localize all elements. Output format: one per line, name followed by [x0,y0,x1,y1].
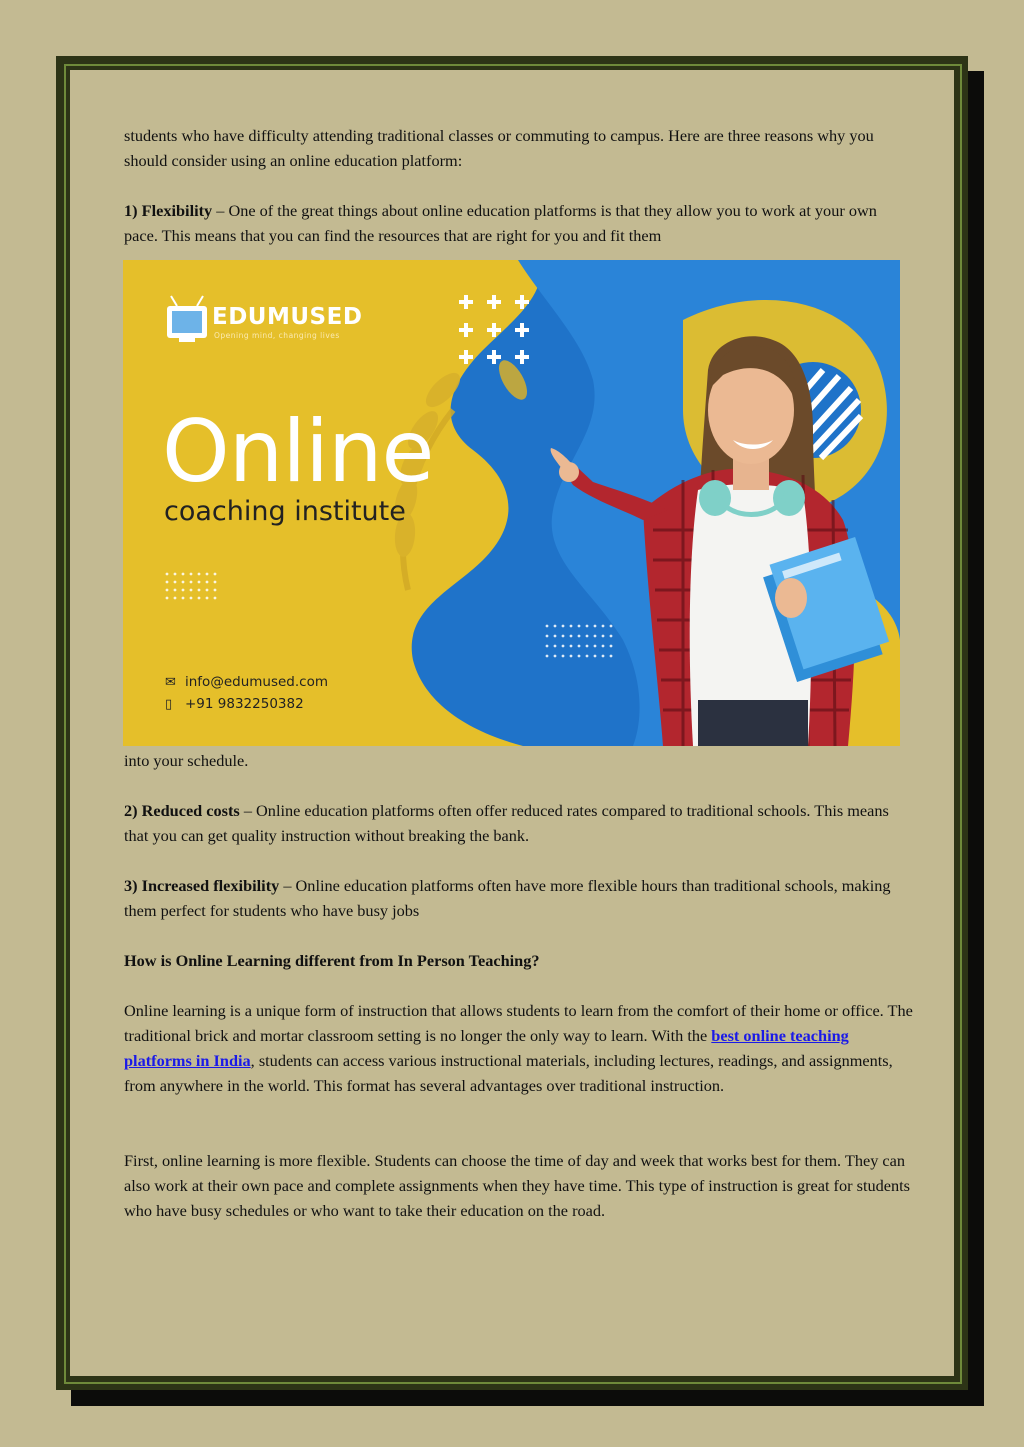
brand-tagline: Opening mind, changing lives [214,331,340,340]
paragraph-reduced-costs: 2) Reduced costs – Online education platforms often offer reduced rates compared to traditional schools. This means that you can get quality instruction without breaking the bank. [124,801,889,845]
paragraph-flexibility-continued: into your schedule. [124,751,249,770]
mail-icon: ✉ [165,675,176,690]
increased-flexibility-label: 3) Increased flexibility [124,876,280,895]
paragraph-online-learning: Online learning is a unique form of instruction that allows students to learn from the comfort of their home or office. The traditional brick and mortar classroom setting is no longer the only way to learn. With the best online teaching platforms in India, students can access various instructional materials, including lectures, readings, and assignments, from anywhere in the world. This format has several advantages over traditional instruction. [124,1001,913,1095]
paragraph-increased-flexibility: 3) Increased flexibility – Online education platforms often have more flexible hours than traditional schools, making them perfect for students who have busy jobs [124,876,891,920]
banner-headline: Online [162,402,434,502]
phone-icon: ▯ [165,697,173,712]
reduced-costs-label: 2) Reduced costs [124,801,240,820]
contact-email: ✉ info@edumused.com [165,674,328,690]
section-heading: How is Online Learning different from In Person Teaching? [124,951,540,970]
banner-image [123,260,900,746]
banner-subheadline: coaching institute [164,496,406,527]
paragraph-first-flexible: First, online learning is more flexible. Students can choose the time of day and week that works best for them. They can also work at their own pace and complete assignments when they have time. This type of instruction is great for students who have busy schedules or who want to take their education on the road. [124,1151,910,1220]
contact-phone: ▯ +91 9832250382 [165,696,304,712]
flexibility-label: 1) Flexibility [124,201,213,220]
best-platforms-link[interactable]: best online teaching platforms in India [124,1026,849,1070]
brand-name: EDUMUSED [212,304,363,330]
paragraph-intro: students who have difficulty attending traditional classes or commuting to campus. Here are three reasons why you should consider using an online education platform: [124,126,874,170]
paragraph-flexibility: 1) Flexibility – One of the great things about online education platforms is that they allow you to work at your own pace. This means that you can find the resources that are right for you and fit them [124,201,877,245]
